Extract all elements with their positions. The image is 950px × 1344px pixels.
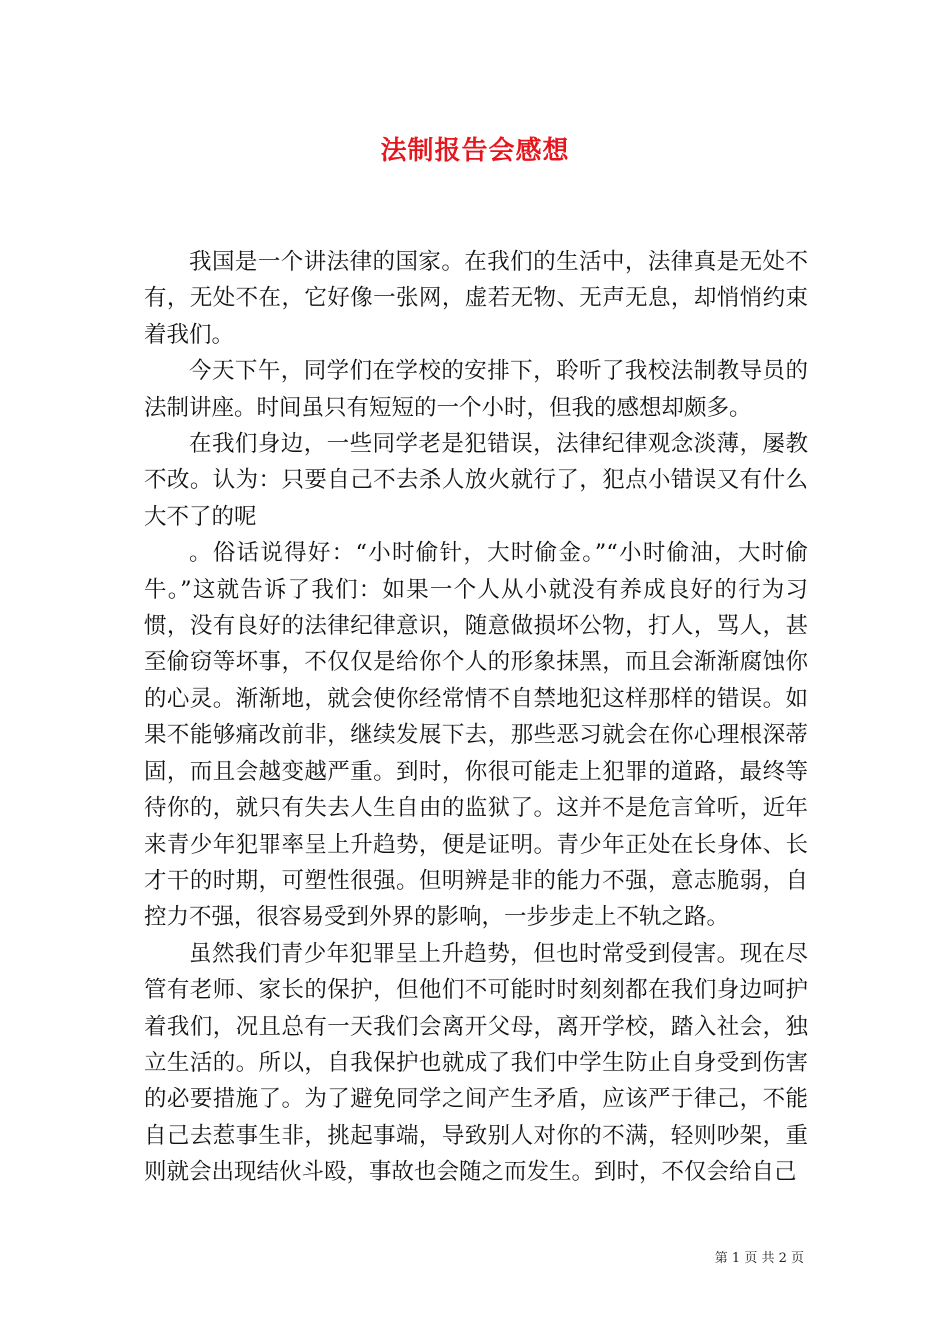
paragraph-1: 我国是一个讲法律的国家。在我们的生活中，法律真是无处不有，无处不在，它好像一张网，虚若无物、无声无息，却悄悄约束着我们。 xyxy=(144,249,808,348)
paragraph-5: 虽然我们青少年犯罪呈上升趋势，但也时常受到侵害。现在尽管有老师、家长的保护，但他们不可能时时刻刻都在我们身边呵护着我们，况且总有一天我们会离开父母，离开学校，踏入社会，独立生活的。所以，自我保护也就成了我们中学生防止自身受到伤害的必要措施了。为了避免同学之间产生矛盾，应该严于律己，不能自己去惹事生非，挑起事端，导致别人对你的不满，轻则吵架，重则就会出现结伙斗殴，事故也会随之而发生。到时，不仅会给自己 xyxy=(144,940,808,1186)
paragraph-4: 。俗话说得好：“小时偷针，大时偷金。”“小时偷油，大时偷牛。”这就告诉了我们：如果一个人从小就没有养成良好的行为习惯，没有良好的法律纪律意识，随意做损坏公物，打人，骂人，甚至偷窃等坏事，不仅仅是给你个人的形象抹黑，而且会渐渐腐蚀你的心灵。渐渐地，就会使你经常情不自禁地犯这样那样的错误。如果不能够痛改前非，继续发展下去，那些恶习就会在你心理根深蒂固，而且会越变越严重。到时，你很可能走上犯罪的道路，最终等待你的，就只有失去人生自由的监狱了。这并不是危言耸听，近年来青少年犯罪率呈上升趋势，便是证明。青少年正处在长身体、长才干的时期，可塑性很强。但明辨是非的能力不强，意志脆弱，自控力不强，很容易受到外界的影响，一步步走上不轨之路。 xyxy=(144,540,808,931)
paragraph-2: 今天下午，同学们在学校的安排下，聆听了我校法制教导员的法制讲座。时间虽只有短短的一个小时，但我的感想却颇多。 xyxy=(144,358,808,421)
document-body xyxy=(144,244,808,1191)
paragraph-3: 在我们身边，一些同学老是犯错误，法律纪律观念淡薄，屡教不改。认为：只要自己不去杀人放火就行了，犯点小错误又有什么大不了的呢 xyxy=(144,431,808,530)
page-number-footer: 第 1 页 共 2 页 xyxy=(714,1251,804,1266)
document-title: 法制报告会感想 xyxy=(380,136,570,166)
